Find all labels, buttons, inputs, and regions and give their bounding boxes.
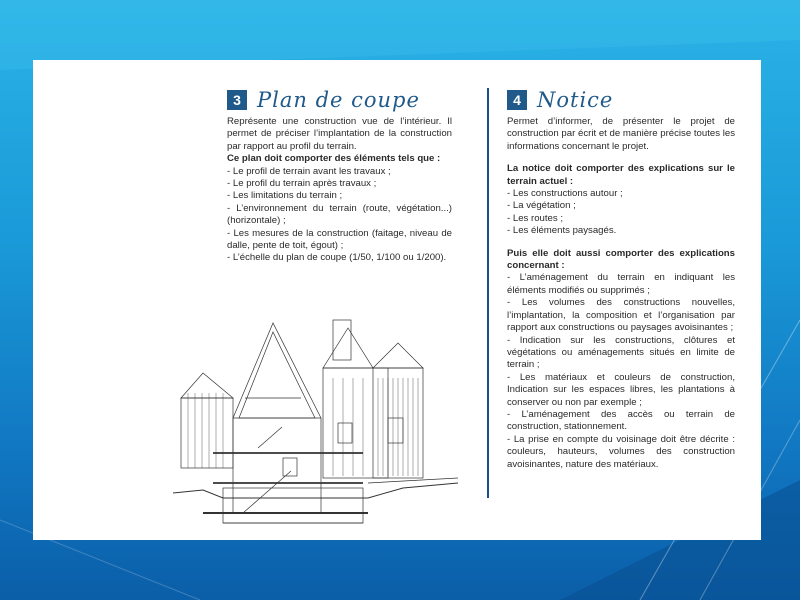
list-item: - Le profil de terrain avant les travaux ; [227, 165, 391, 177]
list-item: - Les volumes des constructions nouvelles, l’implantation, la composition et l’organisation par rapport aux constructions ou paysages avoisinantes ; [507, 297, 735, 334]
list-item: - Les constructions autour ; [507, 188, 623, 200]
list-item: - L’échelle du plan de coupe (1/50, 1/100 ou 1/200). [227, 252, 447, 264]
list-item: - Les mesures de la construction (faitage, niveau de dalle, pente de toit, égout) ; [227, 227, 452, 252]
section-title: Notice [537, 87, 614, 112]
section-intro: Représente une construction vue de l’intérieur. Il permet de préciser l’implantation de la construction par rapport au profil du terrain. [227, 116, 452, 152]
list-item: - La prise en compte du voisinage doit être décrite : couleurs, hauteurs, volumes des construction avoisinantes, nature des matériaux. [507, 433, 735, 470]
list-item: - L’environnement du terrain (route, végétation...) (horizontale) ; [227, 202, 452, 227]
section-heading [227, 88, 452, 112]
section-plan-de-coupe [227, 88, 452, 265]
slide-panel [33, 60, 761, 540]
section-number: 4 [507, 90, 527, 110]
list-item: - Le profil du terrain après travaux ; [227, 178, 377, 190]
column-divider [487, 88, 489, 498]
list-item: - Les matériaux et couleurs de construction, Indication sur les espaces libres, les plantations à conserver ou non par exemple ; [507, 371, 735, 408]
section-notice [507, 88, 735, 471]
list-item: - Les limitations du terrain ; [227, 190, 343, 202]
section-subheading: Puis elle doit aussi comporter des explications concernant : [507, 247, 735, 272]
cross-section-drawing [173, 298, 458, 533]
section-intro: Permet d’informer, de présenter le projet de construction par écrit et de manière précise toutes les informations concernant le projet. [507, 116, 735, 152]
section-subheading: La notice doit comporter des explications sur le terrain actuel : [507, 163, 735, 187]
list-item: - La végétation ; [507, 200, 576, 212]
list-item: - Les routes ; [507, 212, 563, 224]
section-title: Plan de coupe [257, 87, 420, 112]
section-heading [507, 88, 735, 112]
list-item: - Les éléments paysagés. [507, 225, 617, 237]
list-item: - Indication sur les constructions, clôtures et végétations ou aménagements situés en limite de terrain ; [507, 334, 735, 371]
list-item: - L’aménagement des accès ou terrain de construction, stationnement. [507, 408, 735, 433]
section-number: 3 [227, 90, 247, 110]
list-item: - L’aménagement du terrain en indiquant les éléments modifiés ou supprimés ; [507, 272, 735, 296]
section-subheading: Ce plan doit comporter des éléments tels que : [227, 153, 441, 165]
